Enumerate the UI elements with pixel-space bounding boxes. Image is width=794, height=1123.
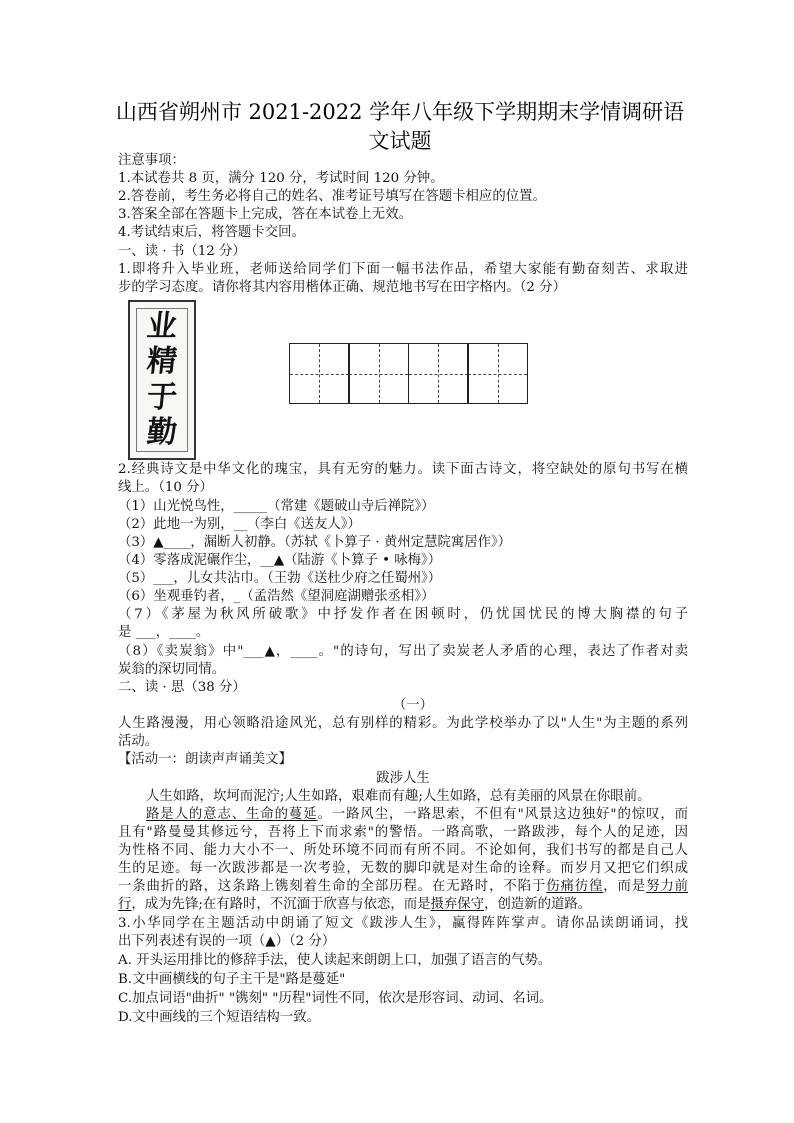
poem-item: （3）▲____，漏断人初静。（苏轼《卜算子 · 黄州定慧院寓居作》）: [118, 535, 512, 550]
underlined-sentence: 路是人的意志、生命的蔓延: [146, 807, 318, 822]
calligraphy-char: 精: [145, 344, 179, 380]
tianzige-cell[interactable]: [289, 343, 350, 404]
essay-paragraph: 路是人的意志、生命的蔓延。一路风尘，一路思索，不但有"风景这边独好"的惊叹，而: [146, 807, 688, 822]
part-label: （一）: [392, 698, 434, 713]
calligraphy-artwork: [128, 300, 196, 460]
tianzige-writing-grid: [290, 343, 528, 404]
essay-paragraph: 人生如路，坎坷而泥泞;人生如路，艰难而有趣;人生如路，总有美丽的风景在你眼前。: [146, 789, 651, 804]
question2-text: 线上。（10 分）: [118, 480, 213, 495]
essay-paragraph: 行，成为先锋;在有路时，不沉湎于欣喜与依恋，而是摄弃保守，创造新的道路。: [118, 897, 592, 912]
tianzige-cell[interactable]: [408, 343, 469, 404]
poem-item: 炭翁的深切同情。: [118, 662, 226, 677]
poem-item: 是 ___，____。: [118, 625, 210, 640]
underlined-phrase: 伤痛彷徨: [546, 879, 604, 894]
question3-text: 出下列表述有误的一项（▲）（2 分）: [118, 934, 336, 949]
answer-option-b: B.文中画横线的句子主干是"路是蔓延": [118, 972, 346, 987]
question1-text: 步的学习态度。请你将其内容用楷体正确、规范地书写在田字格内。（2 分）: [118, 280, 566, 295]
essay-paragraph: 生的足迹。每一次跋涉都是一次考验，无数的脚印就是对生命的诠释。而岁月又把它们织成: [118, 861, 688, 876]
poem-item: （4）零落成泥碾作尘，__▲（陆游《卜算子 • 咏梅》）: [118, 553, 442, 568]
answer-option-d: D.文中画线的三个短语结构一致。: [118, 1010, 320, 1025]
exam-title-line1: 山西省朔州市 2021-2022 学年八年级下学期期末学情调研语: [115, 100, 685, 124]
section1-heading: 一、读 · 书（12 分）: [118, 244, 246, 259]
essay-paragraph: 且有"路曼曼其修远兮，吾将上下而求索"的警悟。一路高歌，一路跋涉，每个人的足迹，因: [118, 825, 688, 840]
notice-item: 1.本试卷共 8 页，满分 120 分，考试时间 120 分钟。: [118, 171, 444, 186]
question2-text: 2.经典诗文是中华文化的瑰宝，具有无穷的魅力。读下面古诗文，将空缺处的原句书写在横: [118, 462, 688, 477]
poem-item: （8）《卖炭翁》中"___▲，____。"的诗句，写出了卖炭老人矛盾的心理，表达了作者对卖: [118, 644, 688, 659]
notice-item: 4.考试结束后，将答题卡交回。: [118, 225, 305, 240]
poem-item: （7）《茅屋为秋风所破歌》中抒发作者在困顿时，仍忧国忧民的博大胸襟的句子: [118, 607, 688, 622]
calligraphy-char: 勤: [145, 415, 179, 451]
poem-item: （1）山光悦鸟性，_____（常建《题破山寺后禅院》）: [118, 499, 435, 514]
poem-item: （6）坐观垂钓者，_（孟浩然《望洞庭湖赠张丞相》）: [118, 589, 435, 604]
section2-intro: 人生路漫漫，用心领略沿途风光，总有别样的精彩。为此学校举办了以"人生"为主题的系列: [118, 716, 688, 731]
answer-option-a: A. 开头运用排比的修辞手法，使人读起来朗朗上口，加强了语言的气势。: [118, 953, 552, 968]
underlined-phrase: 行: [118, 897, 132, 912]
tianzige-cell[interactable]: [467, 343, 528, 404]
notice-heading: 注意事项：: [118, 153, 185, 168]
poem-item: （5）___，儿女共沾巾。（王勃《送杜少府之任蜀州》）: [118, 571, 442, 586]
section2-heading: 二、读 · 思（38 分）: [118, 680, 246, 695]
calligraphy-char: 于: [145, 379, 179, 415]
notice-item: 2.答卷前，考生务必将自己的姓名、准考证号填写在答题卡相应的位置。: [118, 189, 546, 204]
essay-paragraph: 一条曲折的路，这条路上镌刻着生命的全部历程。在无路时，不陷于伤痛彷徨，而是努力前: [118, 879, 689, 894]
question3-text: 3.小华同学在主题活动中朗诵了短文《跋涉人生》，赢得阵阵掌声。请你品读朗诵词，找: [118, 916, 688, 931]
notice-item: 3.答案全部在答题卡上完成，答在本试卷上无效。: [118, 207, 412, 222]
activity-heading: 【活动一：朗读声声诵美文】: [118, 752, 293, 767]
section2-intro: 活动。: [118, 734, 159, 749]
underlined-phrase: 摄弃保守: [430, 897, 485, 912]
tianzige-cell[interactable]: [348, 343, 409, 404]
exam-title-line2: 文试题: [368, 129, 432, 153]
answer-option-c: C.加点词语"曲折" "镌刻" "历程"词性不同，依次是形容词、动词、名词。: [118, 991, 553, 1006]
poem-item: （2）此地一为别，__（李白《送友人》）: [118, 517, 361, 532]
question1-text: 1.即将升入毕业班，老师送给同学们下面一幅书法作品，希望大家能有勤奋刻苦、求取进: [118, 262, 688, 277]
underlined-phrase: 努力前: [646, 879, 689, 894]
calligraphy-char: 业: [145, 308, 179, 344]
essay-paragraph: 为性格不同、能力大小不一、所处环境不同而有所不同。不论如何，我们书写的都是自己人: [118, 843, 688, 858]
essay-title: 跋涉人生: [376, 771, 430, 786]
